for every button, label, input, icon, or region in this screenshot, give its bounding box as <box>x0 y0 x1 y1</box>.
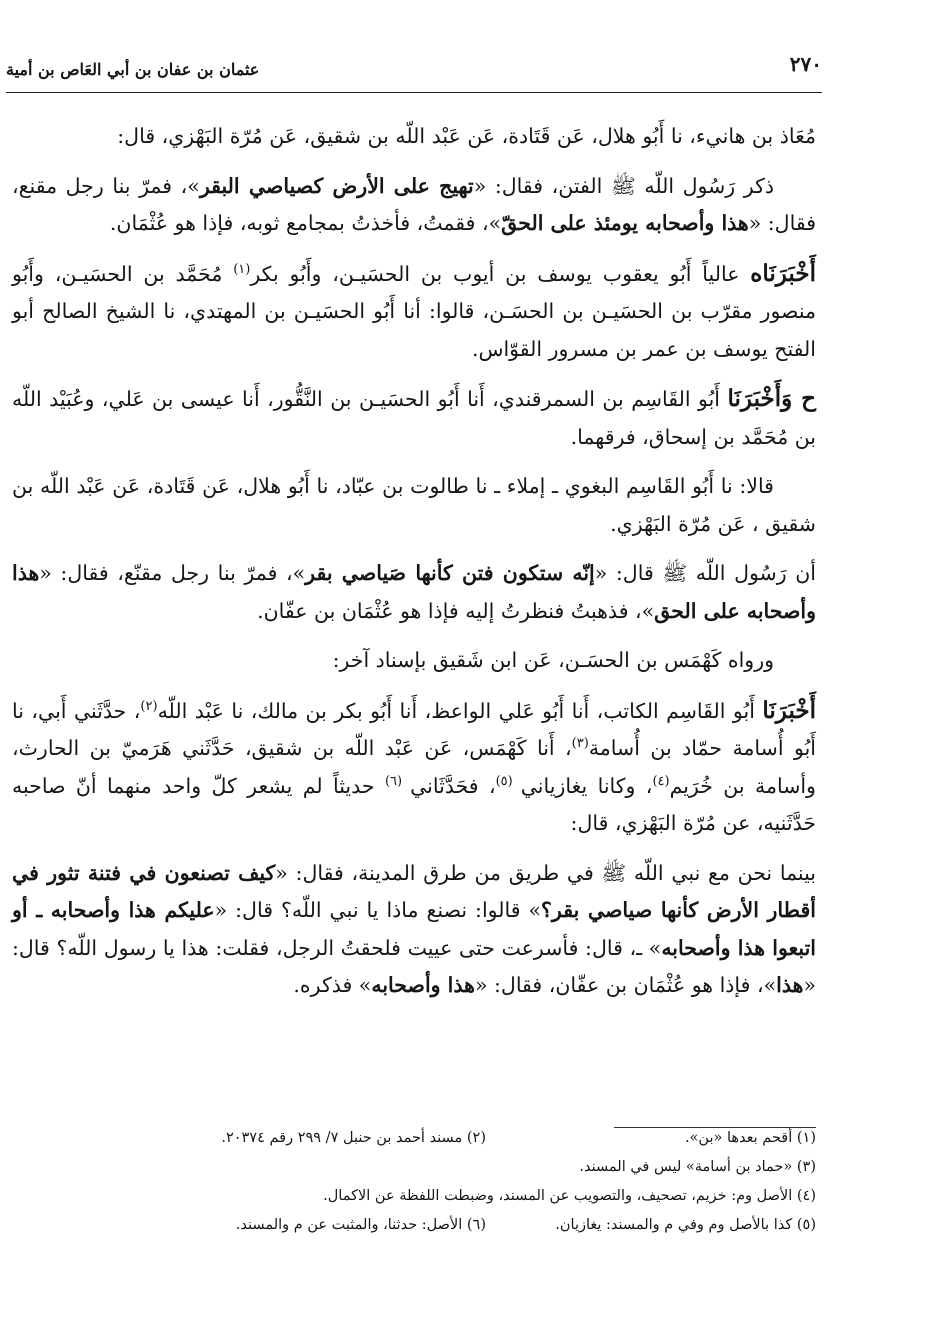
isnad-lead-word: ح وَأَخْبَرَنَا <box>727 385 817 412</box>
header-rule <box>6 92 822 93</box>
footnote-marker: (٤) <box>652 773 670 789</box>
text-run: ورواه كَهْمَس بن الحسَـن، عَن ابن شَقيق بإسناد آخر: <box>332 648 774 672</box>
isnad-lead-word: أَخْبَرَنَا <box>762 696 816 724</box>
footnote-row <box>12 1153 816 1182</box>
text-run: » فذكره. <box>293 973 372 997</box>
footnote-row <box>12 1124 816 1153</box>
text-run: ، حدَّثَني أَبي، نا أَبُو أُسامة حمّاد بن أُسامة <box>12 698 816 760</box>
text-run: أَبُو القَاسِم بن السمرقندي، أَنا أَبُو الحسَيـن بن النَّقُّور، أَنا عيسى بن عَلي، وعُبَيْد اللّه بن مُحَمَّد بن إسحاق، فرقهما. <box>12 387 816 449</box>
hadith-quote: كيف تصنعون في فتنة تثور في أقطار الأرض كأنها صياصي بقر؟ <box>12 860 816 922</box>
hadith-quote: إنّه ستكون فتن كأنها صَياصي بقر <box>305 561 595 585</box>
text-run: »، فمرّ بنا رجل مقنع، فقال: « <box>12 173 816 235</box>
footnote-4: (٤) الأصل وم: خزيم، تصحيف، والتصويب عن المسند، وضبطت اللفظة عن الاكمال. <box>323 1188 816 1204</box>
hadith-quote: تهيج على الأرض كصياصي البقر <box>199 173 474 198</box>
footnote-5: (٥) كذا بالأصل وم وفي م والمسند: يغازيان. <box>555 1217 816 1233</box>
hadith-quote: هذا <box>776 973 804 997</box>
text-run: ، فحَدَّثَاني <box>410 773 496 798</box>
text-run: ذكر رَسُول اللّه ﷺ الفتن، فقال: « <box>473 173 774 198</box>
footnote-row <box>12 1211 816 1240</box>
paragraph <box>12 855 816 1005</box>
main-text <box>12 118 816 1017</box>
text-run: » ـ، قال: فأسرعت حتى عييت فلحقتُ الرجل، فقلت: هذا يا رسول اللّه؟ قال: « <box>12 935 816 997</box>
hadith-quote: هذا وأصحابه على الحق <box>12 561 816 623</box>
footnote-3: (٣) «حماد بن أسامة» ليس في المسند. <box>579 1159 816 1175</box>
page-number: ٢٧٠ <box>789 52 822 76</box>
footnote-marker: (٢) <box>140 698 158 714</box>
paragraph <box>12 255 816 369</box>
paragraph <box>12 555 816 630</box>
footnote-2: (٢) مسند أحمد بن حنبل ٧/ ٢٩٩ رقم ٢٠٣٧٤. <box>221 1130 486 1146</box>
paragraph <box>12 468 816 543</box>
page-header <box>6 50 822 92</box>
footnote-6: (٦) الأصل: حدثنا، والمثبت عن م والمسند. <box>235 1217 486 1233</box>
hadith-quote: هذا وأصحابه <box>371 973 475 997</box>
text-run: »، فقمتُ، فأخذتُ بمجامع ثوبه، فإذا هو عُثْمَان. <box>109 211 502 235</box>
running-title: عثمان بن عفان بن أبي العَاص بن أمية <box>6 60 260 79</box>
text-run: عالياً أَبُو يعقوب يوسف بن أيوب بن الحسَيـن، وأَبُو بكر <box>250 261 751 286</box>
paragraph <box>12 118 816 156</box>
footnotes <box>12 1124 816 1240</box>
footnote-marker: (٣) <box>571 736 589 752</box>
hadith-quote: هذا وأصحابه يومئذ على الحقّ <box>501 211 749 235</box>
paragraph <box>12 692 816 843</box>
text-run: »، فذهبتُ فنظرتُ إليه فإذا هو عُثْمَان بن عفّان. <box>257 598 655 623</box>
isnad-lead-word: أَخْبَرَنَاه <box>750 259 816 287</box>
text-run: حديثاً لم يشعر كلّ واحد منهما أنّ صاحبه حَدَّثَنيه، عن مُرّة البَهْزي، قال: <box>12 773 816 835</box>
footnote-marker: (٦) <box>384 773 411 789</box>
text-run: مُحَمَّد بن الحسَيـن، وأَبُو منصور مقرّب بن الحسَيـن بن الحسَـن، قالوا: أنا أَبُو الحسَيـن بن المهتدي، نا الشيخ الصالح أبو الفتح يوسف بن عمر بن مسرور القوّاس. <box>12 261 816 361</box>
footnote-marker: (١) <box>233 261 251 277</box>
paragraph <box>12 168 816 243</box>
text-run: أن رَسُول اللّه ﷺ قال: « <box>594 561 816 585</box>
footnote-row <box>12 1182 816 1211</box>
text-run: ، أَنا كَهْمَس، عَن عَبْد اللّه بن شقيق، حَدَّثَني هَرَميّ بن الحارث، وأسامة بن خُرَيم <box>12 736 816 798</box>
text-run: أَبُو القَاسِم الكاتب، أَنا أَبُو عَلي الواعظ، أَنا أَبُو بكر بن مالك، نا عَبْد اللّه <box>157 698 763 723</box>
footnote-marker: (٥) <box>495 773 521 789</box>
text-run: »، فإذا هو عُثْمَان بن عفّان، فقال: « <box>474 973 777 997</box>
footnote-1: (١) أقحم بعدها «بن». <box>684 1130 816 1146</box>
text-run: ، وكانا يغازياني <box>520 773 653 798</box>
paragraph <box>12 380 816 456</box>
text-run: بينما نحن مع نبي اللّه ﷺ في طريق من طرق المدينة، فقال: « <box>275 860 817 885</box>
paragraph <box>12 642 816 680</box>
hadith-quote: عليكم هذا وأصحابه ـ أو اتبعوا هذا وأصحابه <box>12 898 817 960</box>
text-run: » قالوا: نصنع ماذا يا نبي اللّه؟ قال: « <box>214 898 542 922</box>
text-run: قالا: نا أَبُو القَاسِم البغوي ـ إملاء ـ نا طالوت بن عبّاد، نا أَبُو هلال، عَن قَتَادة، عَن عَبْد اللّه بن شقيق ، عَن مُرّة البَهْزي. <box>12 474 816 536</box>
text-run: مُعَاذ بن هانيء، نا أَبُو هلال، عَن قَتَادة، عَن عَبْد اللّه بن شقيق، عَن مُرّة البَهْزي، قال: <box>117 124 816 148</box>
text-run: »، فمرّ بنا رجل مقنّع، فقال: « <box>39 561 306 585</box>
